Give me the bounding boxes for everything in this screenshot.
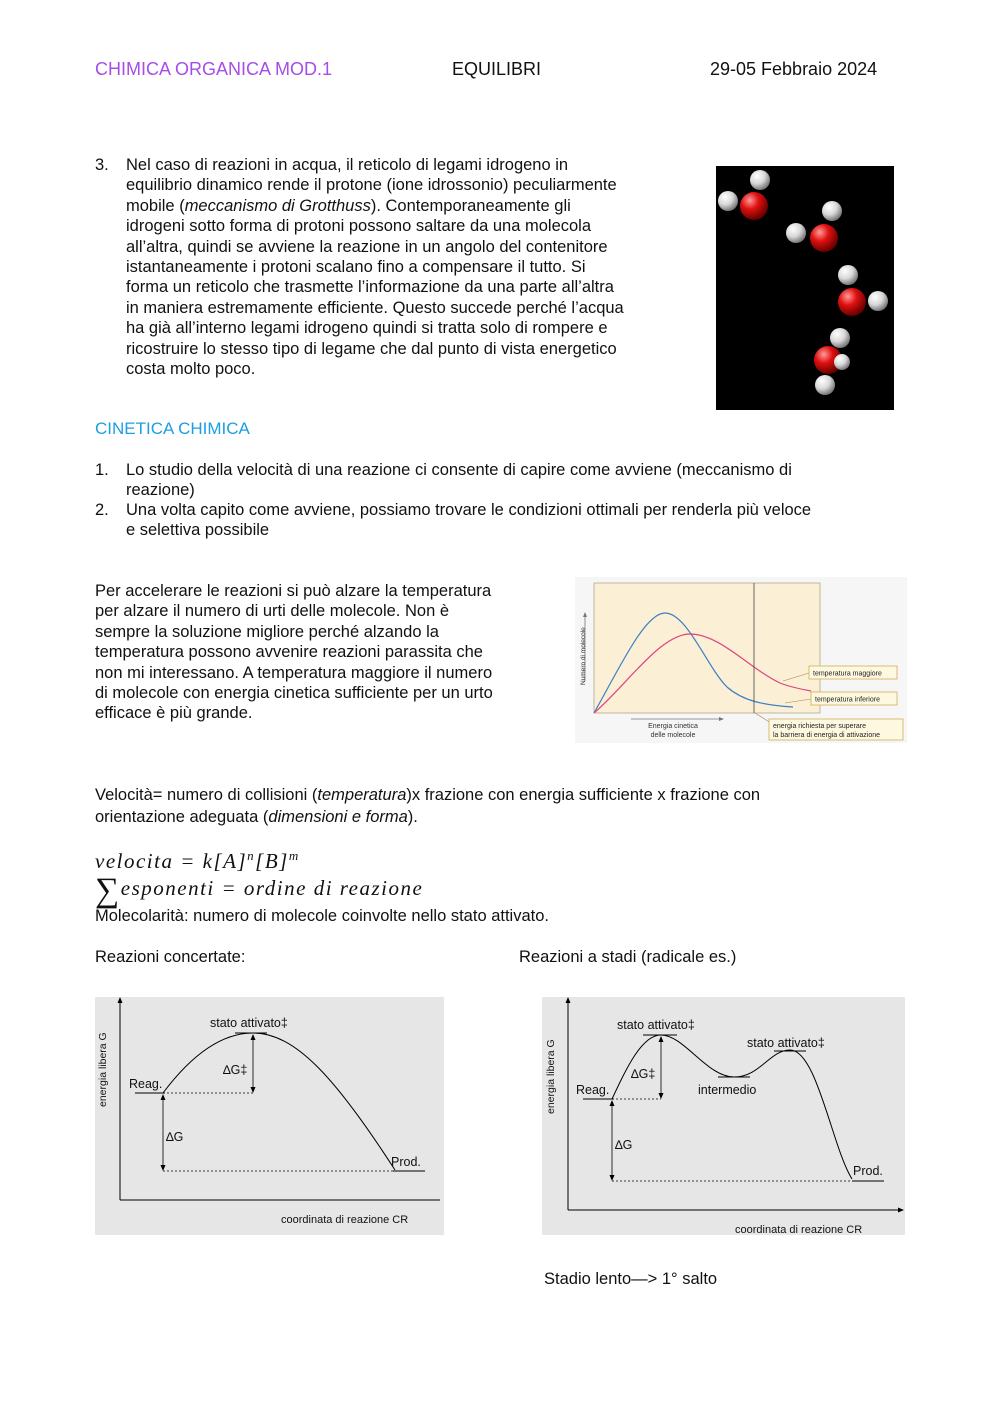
item-3-line <box>126 196 706 216</box>
intermediate-label: intermedio <box>698 1083 757 1097</box>
item-3-line: forma un reticolo che trasmette l’informazione da una parte all’altra <box>126 278 614 297</box>
label-barrier: la barriera di energia di attivazione <box>773 732 881 739</box>
kinetics-item-2-number: 2. <box>95 501 109 519</box>
stepwise-ylabel: energia libera G <box>545 1039 557 1114</box>
text-run: ). Contemporaneamente gli <box>370 196 571 215</box>
paragraph-line <box>95 785 905 807</box>
formula-exponent: m <box>288 848 300 863</box>
distribution-xlabel: Energia cinetica <box>648 723 698 730</box>
paragraph-line: efficace è più grande. <box>95 704 253 723</box>
plot-background <box>594 583 820 713</box>
temperature-paragraph <box>95 581 565 724</box>
label-barrier: energia richiesta per superare <box>773 723 866 730</box>
stepwise-title: Reazioni a stadi (radicale es.) <box>519 948 737 966</box>
transition-state-2-label: stato attivato‡ <box>747 1036 825 1050</box>
concerted-title: Reazioni concertate: <box>95 948 246 966</box>
text-run: mobile ( <box>126 196 185 215</box>
text-run-italic: meccanismo di Grotthuss <box>184 196 371 215</box>
concerted-xlabel: coordinata di reazione CR <box>281 1214 409 1226</box>
item-3-line: istantaneamente i protoni scalano fino a compensare il tutto. Si <box>126 258 586 277</box>
text-run-italic: temperatura <box>317 786 407 804</box>
item-3-line: ha già all’interno legami idrogeno quindi si tratta solo di rompere e <box>126 319 608 338</box>
kinetics-item-line: reazione) <box>126 481 195 500</box>
paragraph-line: sempre la soluzione migliore perché alzando la <box>95 622 439 641</box>
section-title-kinetics: CINETICA CHIMICA <box>95 419 250 438</box>
stepwise-energy-diagram <box>542 997 905 1235</box>
item-3-line: costa molto poco. <box>126 360 256 379</box>
kinetics-item-line: e selettiva possibile <box>126 521 270 540</box>
text-run: orientazione adeguata ( <box>95 807 269 826</box>
water-molecules-image <box>716 166 894 410</box>
item-3-text <box>126 155 706 379</box>
label-low-temperature: temperatura inferiore <box>815 696 880 704</box>
course-title: CHIMICA ORGANICA MOD.1 <box>95 59 333 79</box>
paragraph-line: non mi interessano. A temperatura maggiore il numero <box>95 663 493 682</box>
free-energy-change-label: ∆G <box>166 1130 184 1144</box>
date: 29-05 Febbraio 2024 <box>710 59 878 79</box>
paragraph-line: Per accelerare le reazioni si può alzare la temperatura <box>95 582 492 600</box>
text-run: Velocità= numero di collisioni ( <box>95 786 318 804</box>
text-run: )x frazione con energia sufficiente x frazione con <box>406 786 761 804</box>
label-high-temperature: temperatura maggiore <box>813 670 882 678</box>
transition-state-1-label: stato attivato‡ <box>617 1018 695 1032</box>
formula-text: velocita = k[A] <box>95 849 248 873</box>
rate-formula <box>95 848 300 874</box>
kinetics-item-2 <box>126 500 916 541</box>
distribution-ylabel: Numero di molecole <box>580 627 587 685</box>
kinetics-item-line: Lo studio della velocità di una reazione ci consente di capire come avviene (meccanismo di <box>126 461 792 479</box>
paragraph-line: per alzare il numero di urti delle molecole. Non è <box>95 602 450 621</box>
activation-energy-label: ∆G‡ <box>223 1063 248 1077</box>
formula-exponent: n <box>247 848 256 863</box>
item-3-number: 3. <box>95 156 109 174</box>
kinetics-item-1 <box>126 460 916 501</box>
concerted-ylabel: energia libera G <box>97 1032 109 1107</box>
products-label: Prod. <box>391 1155 421 1169</box>
paragraph-line <box>95 807 905 829</box>
item-3-line: all’altra, quindi se avviene la reazione in un angolo del contenitore <box>126 237 608 256</box>
products-label: Prod. <box>853 1164 883 1178</box>
reagents-label: Reag. <box>576 1083 610 1097</box>
velocity-paragraph <box>95 785 905 828</box>
molecularity-text: Molecolarità: numero di molecole coinvolte nello stato attivato. <box>95 907 549 925</box>
item-3-line: Nel caso di reazioni in acqua, il reticolo di legami idrogeno in <box>126 156 569 174</box>
sum-formula <box>95 872 423 910</box>
paragraph-line: temperatura possono avvenire reazioni parassita che <box>95 643 483 662</box>
reagents-label: Reag. <box>129 1077 163 1091</box>
sum-symbol: ∑ <box>95 872 121 909</box>
formula-text: [B] <box>255 849 289 873</box>
distribution-xlabel: delle molecole <box>650 732 696 739</box>
item-3-line: in maniera estremamente efficiente. Questo succede perché l’acqua <box>126 298 624 317</box>
text-run: ). <box>407 807 418 826</box>
kinetics-item-1-number: 1. <box>95 461 109 479</box>
item-3-line: idrogeni sotto forma di protoni possono saltare da una molecola <box>126 217 592 236</box>
free-energy-change-label: ∆G <box>615 1138 633 1152</box>
text-run-italic: dimensioni e forma <box>268 807 408 826</box>
kinetics-item-line: Una volta capito come avviene, possiamo trovare le condizioni ottimali per renderla più veloce <box>126 501 812 519</box>
paragraph-line: di molecole con energia cinetica sufficiente per un urto <box>95 684 493 703</box>
energy-distribution-figure <box>575 577 907 743</box>
concerted-energy-diagram <box>95 997 444 1235</box>
formula-text: esponenti = ordine di reazione <box>120 876 424 900</box>
stepwise-xlabel: coordinata di reazione CR <box>735 1224 863 1235</box>
topic-title: EQUILIBRI <box>452 59 542 79</box>
item-3-line: ricostruire lo stesso tipo di legame che dal punto di vista energetico <box>126 339 617 358</box>
transition-state-label: stato attivato‡ <box>210 1016 288 1030</box>
activation-energy-label: ∆G‡ <box>631 1067 656 1081</box>
slow-step-note: Stadio lento—> 1° salto <box>544 1270 718 1288</box>
item-3-line: equilibrio dinamico rende il protone (ione idrossonio) peculiarmente <box>126 176 617 195</box>
